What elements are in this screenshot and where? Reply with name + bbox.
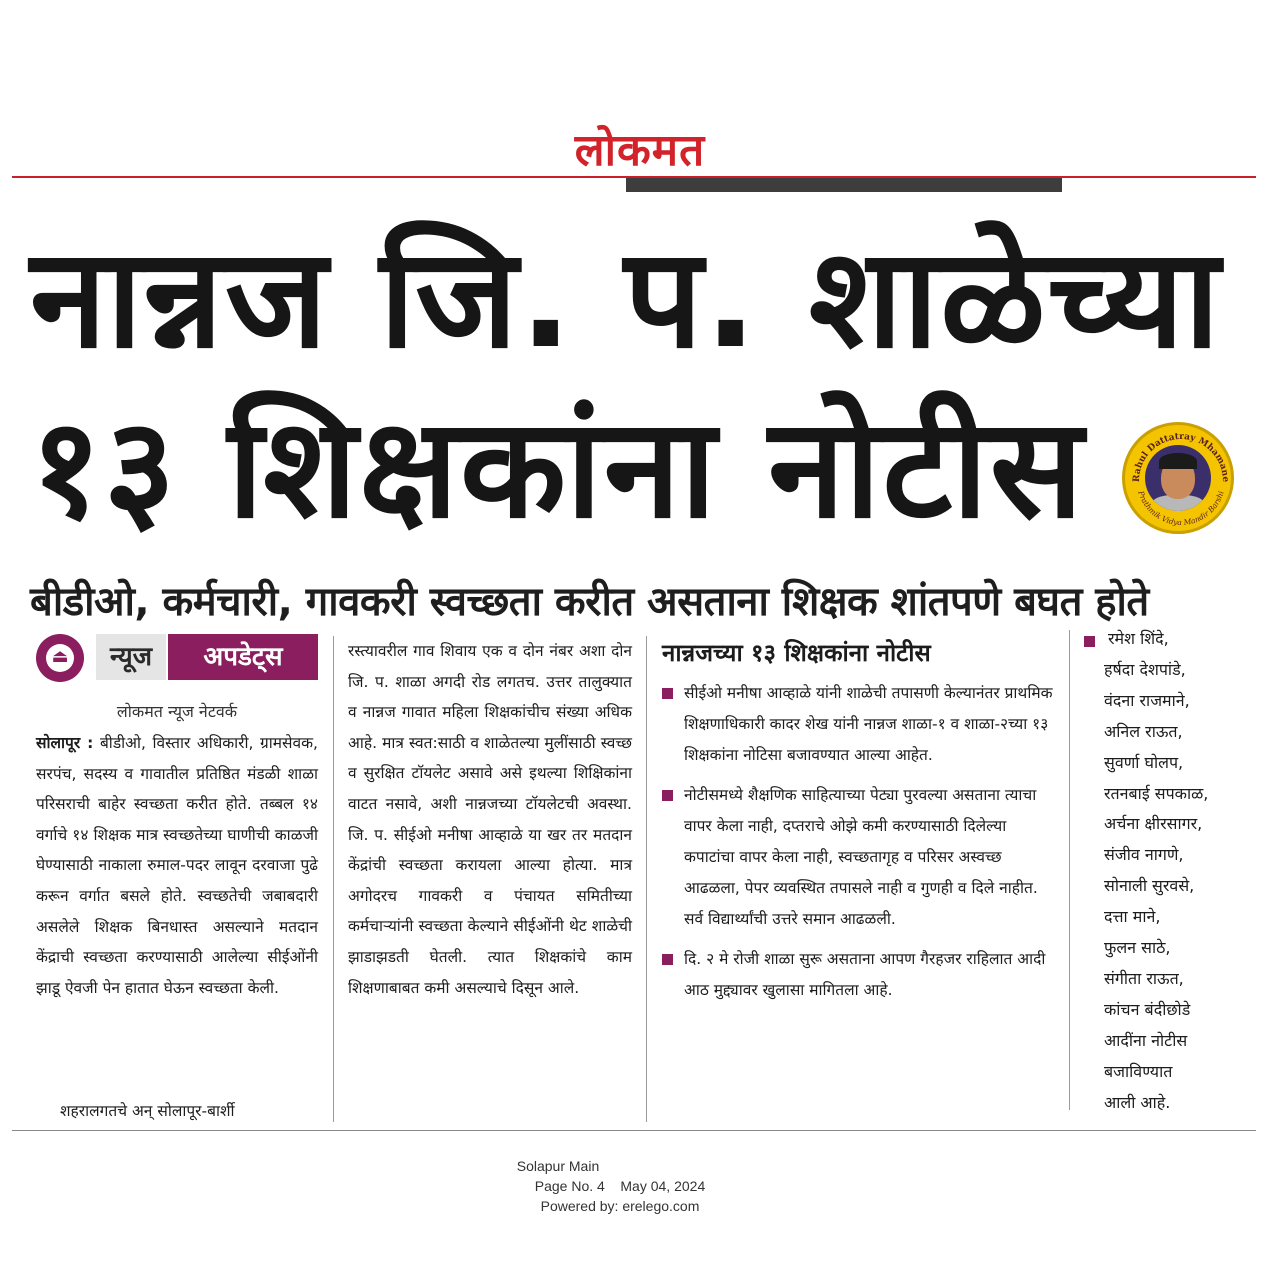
list-item: संजीव नागणे, xyxy=(1104,845,1184,865)
list-item: फुलन साठे, xyxy=(1104,938,1171,958)
dateline: सोलापूर : xyxy=(36,734,94,752)
bullet-square-icon xyxy=(1084,636,1095,647)
bullet-square-icon xyxy=(662,790,673,801)
masthead-logo: लोकमत xyxy=(574,125,706,176)
lokmat-logo-icon: ⏏ xyxy=(36,634,84,682)
badge-ring-text xyxy=(1125,425,1237,537)
section-bar xyxy=(626,178,1062,192)
byline: लोकमत न्यूज नेटवर्क xyxy=(116,702,238,721)
page-number: Page No. 4 xyxy=(534,1178,605,1194)
teacher-names-list xyxy=(1084,624,1254,1119)
list-item: रतनबाई सपकाळ, xyxy=(1104,783,1209,803)
footer-rule xyxy=(12,1130,1256,1131)
list-item: सोनाली सुरवसे, xyxy=(1104,876,1195,896)
list-item: आली आहे. xyxy=(1104,1092,1171,1112)
edition-name: Solapur Main xyxy=(516,1158,600,1174)
list-item: नोटीसमध्ये शैक्षणिक साहित्याच्या पेट्या पुरवल्या असताना त्याचा वापर केला नाही, दप्तराचे ओझे कमी करण्यासाठी दिलेल्या कपाटांचा वापर केला नाही, स्वच्छतागृह व परिसर अस्वच्छ आढळला, पेपर व्यवस्थित तपासले नाही व गुणही व दिले नाहीत. सर्व विद्यार्थ्यांची उत्तरे समान आढळली. xyxy=(662,780,1058,934)
updates-label: अपडेट्स xyxy=(168,634,318,680)
column-1-text: बीडीओ, विस्तार अधिकारी, ग्रामसेवक, सरपंच, सदस्य व गावातील प्रतिष्ठित मंडळी शाळा परिसराची बाहेर स्वच्छता करीत होते. तब्बल १४ वर्गाचे १४ शिक्षक मात्र स्वच्छतेच्या घाणीची काळजी घेण्यासाठी नाकाला रुमाल-पदर लावून दरवाजा पुढे करून वर्गात बसले होते. स्वच्छतेची जबाबदारी असलेले शिक्षक बिनधास्त असल्याने मतदान केंद्राची स्वच्छता करण्यासाठी आलेल्या सीईओंनी झाडू ऐवजी पेन हातात घेऊन स्वच्छता केली. xyxy=(36,734,318,997)
headline-line-1: नान्नज जि. प. शाळेच्या xyxy=(30,218,1222,379)
column-divider xyxy=(646,636,647,1122)
article-column-2 xyxy=(348,636,632,1003)
page-info xyxy=(0,1176,1240,1196)
news-label: न्यूज xyxy=(96,634,166,680)
column-1-continuation: शहरालगतचे अन् सोलापूर-बार्शी xyxy=(60,1102,235,1120)
list-item: आदींना नोटीस xyxy=(1104,1030,1188,1050)
column-2-text: रस्त्यावरील गाव शिवाय एक व दोन नंबर अशा दोन जि. प. शाळा अगदी रोड लगतच. उत्तर तालुक्यात व नान्नज गावात महिला शिक्षकांचीच संख्या अधिक आहे. मात्र स्वत:साठी व शाळेतल्या मुलींसाठी स्वच्छ व सुरक्षित टॉयलेट असावे असे इथल्या शिक्षिकांना वाटत नसावे, अशी नान्नजच्या टॉयलेटची अवस्था. जि. प. सीईओ मनीषा आव्हाळे या खर तर मतदान केंद्रांची स्वच्छता करायला आल्या होत्या. मात्र अगोदरच गावकरी व पंचायत समितीच्या कर्मचाऱ्यांनी स्वच्छता केल्याने सीईओंनी थेट शाळेची झाडाझडती घेतली. त्यात शिक्षकांचे काम शिक्षणाबाबत कमी असल्याचे दिसून आले. xyxy=(348,642,632,997)
list-item: दत्ता माने, xyxy=(1104,907,1161,927)
article-column-1 xyxy=(36,728,318,1003)
list-item: सीईओ मनीषा आव्हाळे यांनी शाळेची तपासणी केल्यानंतर प्राथमिक शिक्षणाधिकारी कादर शेख यांनी नान्नज शाळा-१ व शाळा-२च्या १३ शिक्षकांना नोटिसा बजावण्यात आल्या आहेत. xyxy=(662,678,1058,770)
list-item: सुवर्णा घोलप, xyxy=(1104,752,1184,772)
list-item: वंदना राजमाने, xyxy=(1104,690,1190,710)
list-item: दि. २ मे रोजी शाळा सुरू असताना आपण गैरहजर राहिलात आदी आठ मुद्द्यावर खुलासा मागितला आहे. xyxy=(662,944,1058,1006)
badge-school: Prathmik Vidya Mandir Barshi xyxy=(1136,489,1226,528)
list-item: रमेश शिंदे, xyxy=(1108,629,1169,648)
list-item: बजाविण्यात xyxy=(1104,1061,1173,1081)
headline-line-2: १३ शिक्षकांना नोटीस xyxy=(30,388,1086,549)
svg-text:Rahul Dattatray Mhamane xyxy=(1132,432,1230,483)
edition-date: May 04, 2024 xyxy=(620,1178,706,1194)
list-item: हर्षदा देशपांडे, xyxy=(1104,659,1186,679)
bullet-square-icon xyxy=(662,954,673,965)
author-badge xyxy=(1122,422,1234,534)
powered-by: Powered by: erelego.com xyxy=(540,1198,700,1214)
notice-bullets xyxy=(662,678,1058,1016)
svg-text:Prathmik Vidya Mandir Barshi xyxy=(1136,489,1226,527)
column-divider xyxy=(1069,630,1070,1110)
badge-name: Rahul Dattatray Mhamane xyxy=(1131,431,1231,483)
list-item: अनिल राऊत, xyxy=(1104,721,1183,741)
box-title: नान्नजच्या १३ शिक्षकांना नोटीस xyxy=(662,639,931,667)
list-item: अर्चना क्षीरसागर, xyxy=(1104,814,1203,834)
sub-headline: बीडीओ, कर्मचारी, गावकरी स्वच्छता करीत असताना शिक्षक शांतपणे बघत होते xyxy=(30,579,1149,625)
bullet-square-icon xyxy=(662,688,673,699)
list-item: कांचन बंदीछोडे xyxy=(1104,999,1191,1019)
list-item: संगीता राऊत, xyxy=(1104,968,1184,988)
column-divider xyxy=(333,636,334,1122)
